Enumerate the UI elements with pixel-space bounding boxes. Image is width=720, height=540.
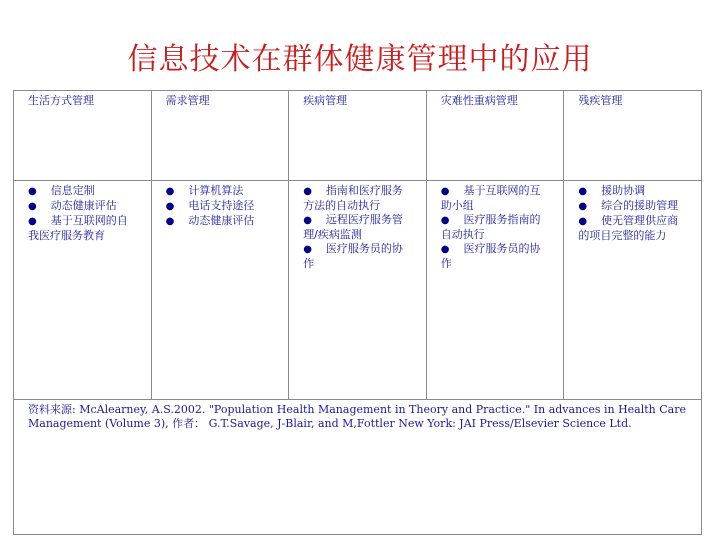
bullet-icon: ● — [440, 186, 450, 197]
cell-demand — [151, 181, 289, 400]
list-item: ● 计算机算法 — [165, 184, 244, 197]
bullet-icon: ● — [578, 201, 588, 212]
source-row — [14, 400, 702, 535]
list-item: ● 动态健康评估 — [28, 199, 117, 212]
bullet-icon: ● — [28, 216, 37, 227]
slide-title: 信息技术在群体健康管理中的应用 — [127, 42, 593, 77]
bullet-icon: ● — [303, 244, 312, 255]
header-catastrophic: 灾难性重病管理 — [426, 91, 564, 181]
cell-disease — [289, 181, 427, 400]
list-item: ● 基于互联网的互助小组 — [440, 184, 541, 212]
list-item: ● 医疗服务员的协作 — [303, 242, 403, 270]
bullet-icon: ● — [165, 201, 175, 212]
bullet-icon: ● — [578, 216, 588, 227]
header-demand: 需求管理 — [151, 91, 289, 181]
list-item: ● 指南和医疗服务方法的自动执行 — [303, 184, 403, 212]
bullet-icon: ● — [440, 244, 450, 255]
bullet-icon: ● — [578, 186, 588, 197]
header-disease: 疾病管理 — [289, 91, 427, 181]
bullet-icon: ● — [28, 201, 37, 212]
bullet-icon: ● — [165, 216, 175, 227]
list-item: ● 医疗服务指南的自动执行 — [440, 213, 541, 241]
list-item: ● 使无管理供应商的项目完整的能力 — [578, 214, 679, 242]
list-item: ● 电话支持途径 — [165, 199, 255, 212]
cell-disability — [564, 181, 702, 400]
content-row — [14, 181, 702, 400]
bullet-icon: ● — [303, 186, 312, 197]
list-item: ● 医疗服务员的协作 — [440, 242, 541, 270]
list-item: ● 综合的援助管理 — [578, 199, 679, 212]
list-item: ● 远程医疗服务管理/疾病监测 — [303, 213, 403, 241]
header-row — [14, 91, 702, 181]
list-item: ● 信息定制 — [28, 184, 95, 197]
list-item: ● 基于互联网的自我医疗服务教育 — [28, 214, 128, 242]
header-disability: 残疾管理 — [564, 91, 702, 181]
bullet-icon: ● — [440, 215, 450, 226]
list-item: ● 援助协调 — [578, 184, 646, 197]
management-table — [13, 90, 702, 535]
header-lifestyle: 生活方式管理 — [14, 91, 152, 181]
cell-lifestyle — [14, 181, 152, 400]
cell-catastrophic — [426, 181, 564, 400]
source-citation: 资料来源: McAlearney, A.S.2002. "Population Health Management in Theory and Practice." In advances in Health Care Management (Volume 3), 作者： G.T.Savage, J-Blair, and M,Fottler New York: JAI Press/Elsevier Science Ltd. — [14, 400, 702, 535]
bullet-icon: ● — [165, 186, 175, 197]
list-item: ● 动态健康评估 — [165, 214, 255, 227]
bullet-icon: ● — [28, 186, 37, 197]
bullet-icon: ● — [303, 215, 312, 226]
